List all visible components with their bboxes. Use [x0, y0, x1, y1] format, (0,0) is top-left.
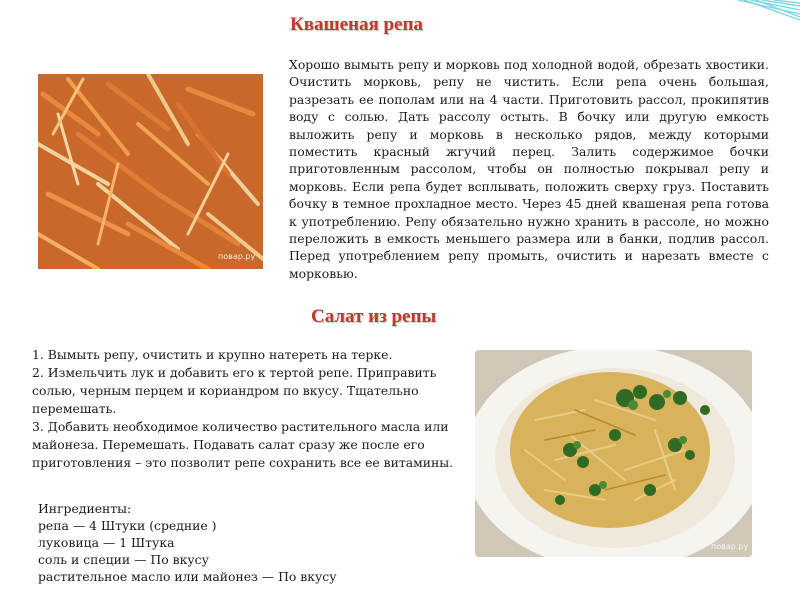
ingredient-item: луковица — 1 Штука	[38, 535, 175, 550]
photo-shredded-turnip-carrot	[38, 74, 263, 269]
salad-step-2: 2. Измельчить лук и добавить его к тертой репе. Приправить солью, черным перцем и кориандром по вкусу. Тщательно перемешать.	[32, 365, 437, 416]
recipe-text-sauerkraut: Хорошо вымыть репу и морковь под холодной водой, обрезать хвостики. Очистить морковь, репу не чистить. Если репа очень большая, разрезать ее пополам или на 4 части. Приготовить рассол, прокипятив воду с солью. Дать рассолу остыть. В бочку или другую емкость выложить репу и морковь в несколько рядов, между которыми поместить красный жгучий перец. Залить содержимое бочки приготовленным рассолом, чтобы он полностью покрывал репу и морковь. Если репа будет всплывать, положить сверху груз. Поставить бочку в темное прохладное место. Через 45 дней квашеная репа готова к употреблению. Репу обязательно нужно хранить в рассоле, но можно переложить в емкость меньшего размера или в банки, подлив рассол. Перед употреблением репу промыть, очистить и нарезать вместе с морковью.	[289, 57, 769, 281]
title-sauerkraut-turnip: Квашеная репа	[290, 14, 423, 35]
ingredients-block	[38, 500, 438, 585]
salad-steps-list	[32, 346, 462, 472]
title-turnip-salad: Салат из репы	[311, 306, 437, 327]
ingredient-item: растительное масло или майонез — По вкусу	[38, 569, 337, 584]
ingredients-heading: Ингредиенты:	[38, 501, 132, 516]
corner-decoration	[730, 0, 800, 26]
salad-step-1: 1. Вымыть репу, очистить и крупно натереть на терке.	[32, 347, 393, 362]
photo-watermark: повар.ру	[711, 542, 749, 551]
ingredient-item: репа — 4 Штуки (средние )	[38, 518, 217, 533]
photo-watermark: повар.ру	[218, 252, 256, 261]
ingredient-item: соль и специи — По вкусу	[38, 552, 209, 567]
salad-step-3: 3. Добавить необходимое количество растительного масла или майонеза. Перемешать. Подавать салат сразу же после его приготовления – это позволит репе сохранить все ее витамины.	[32, 419, 454, 470]
photo-turnip-salad-plate	[475, 350, 752, 557]
